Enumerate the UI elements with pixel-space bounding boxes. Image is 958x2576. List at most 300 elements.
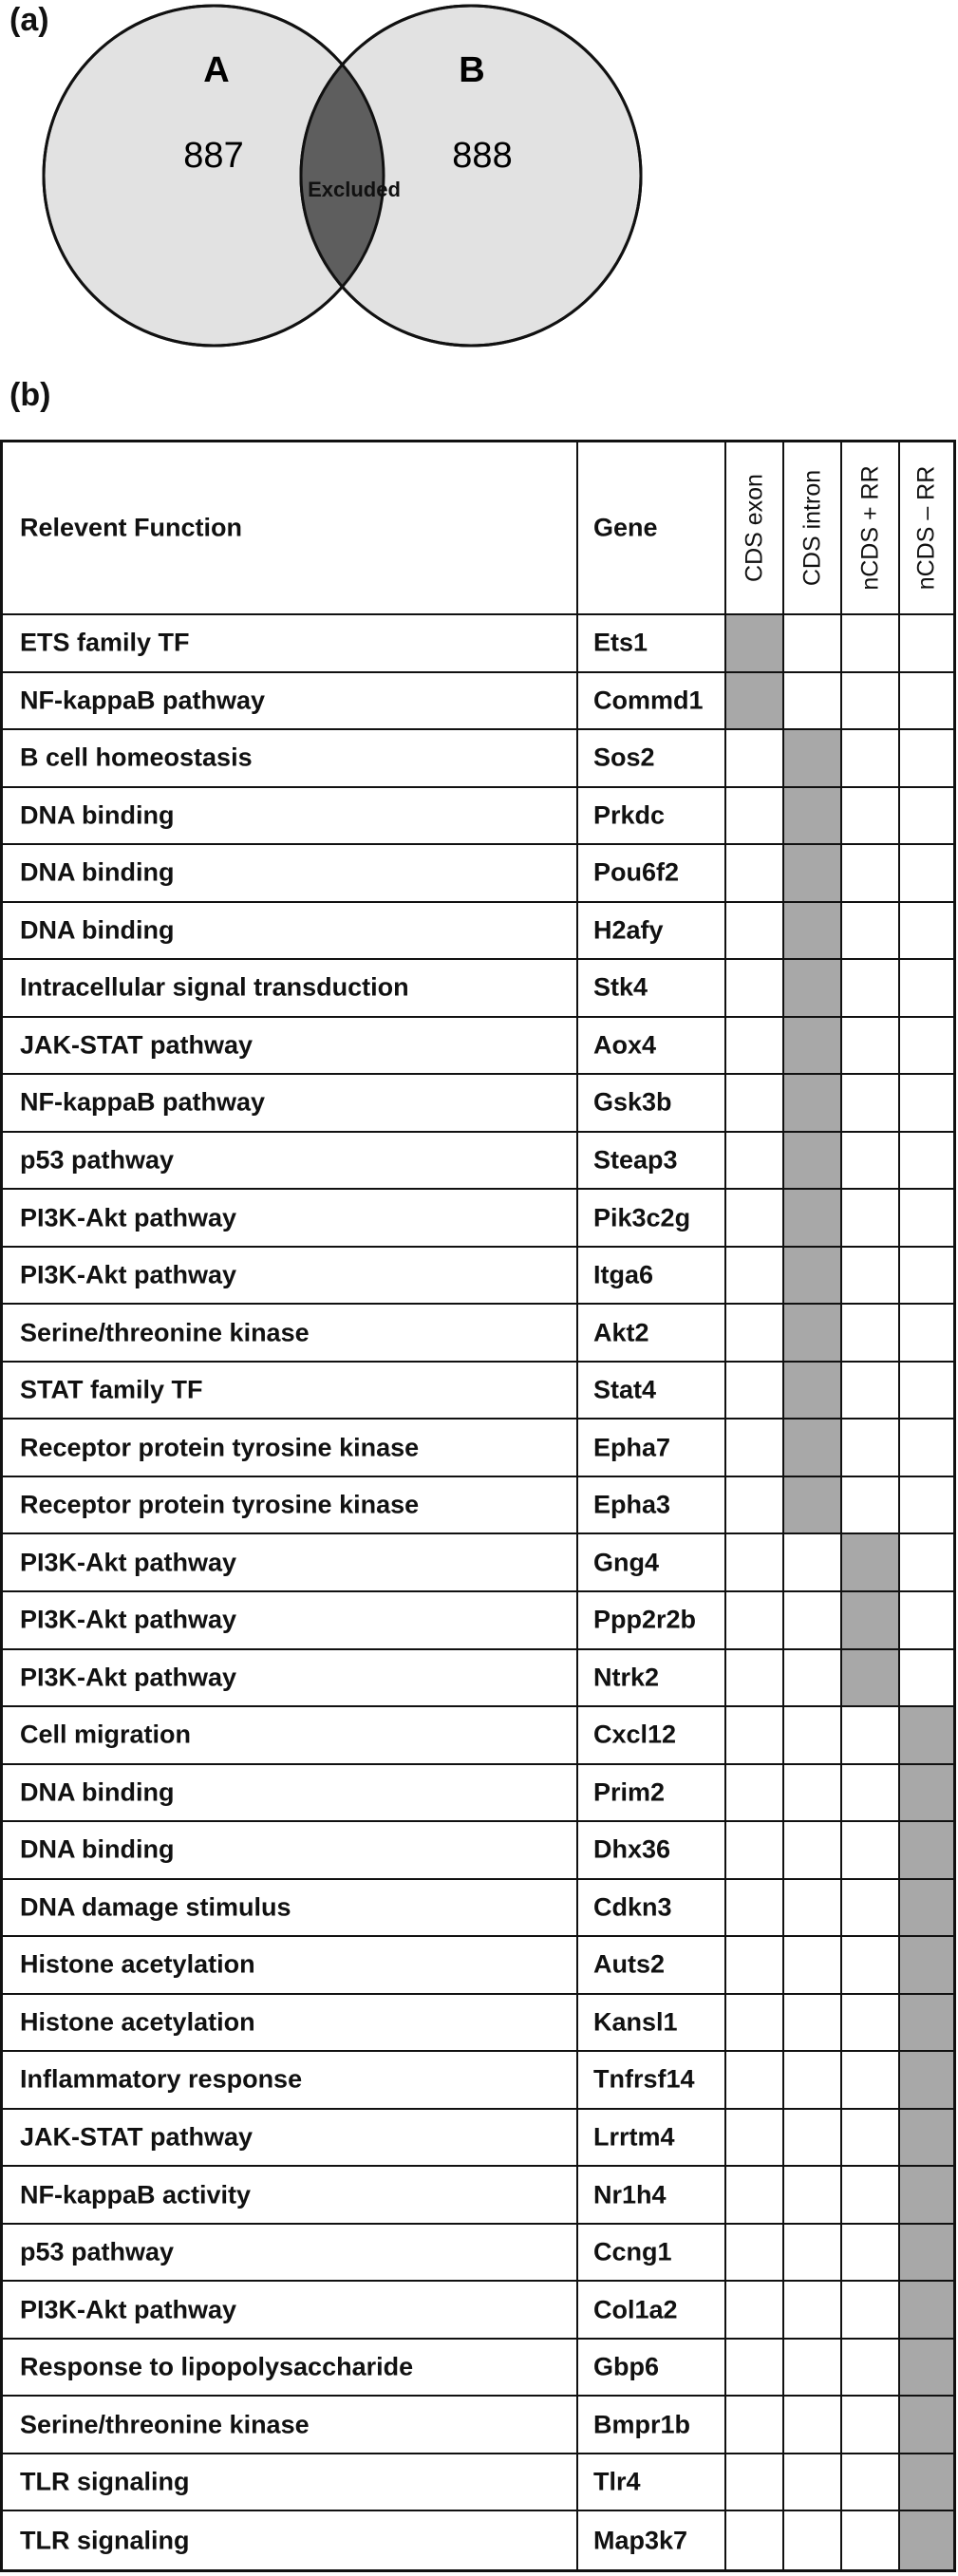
- function-text: PI3K-Akt pathway: [20, 1203, 237, 1232]
- function-text: B cell homeostasis: [20, 743, 253, 772]
- function-text: JAK-STAT pathway: [20, 2122, 254, 2152]
- gene-text: Itga6: [593, 1260, 654, 1289]
- gene-text: Gbp6: [593, 2352, 660, 2381]
- function-text: Serine/threonine kinase: [20, 2410, 310, 2439]
- table-row: [3, 1534, 953, 1592]
- category-marker-empty: [726, 1650, 784, 1706]
- category-marker-empty: [726, 1133, 784, 1189]
- table-row: [3, 2052, 953, 2110]
- category-marker-empty: [784, 673, 842, 729]
- gene-cell: [578, 1822, 726, 1878]
- category-marker-empty: [726, 960, 784, 1016]
- gene-cell: [578, 730, 726, 786]
- function-cell: [3, 845, 578, 901]
- category-marker-empty: [842, 2454, 900, 2510]
- function-cell: [3, 1592, 578, 1648]
- function-cell: [3, 1018, 578, 1074]
- category-marker-empty: [784, 1765, 842, 1821]
- function-cell: [3, 673, 578, 729]
- function-text: PI3K-Akt pathway: [20, 2295, 237, 2324]
- gene-cell: [578, 2282, 726, 2338]
- category-marker-empty: [900, 1420, 953, 1476]
- function-cell: [3, 2454, 578, 2510]
- category-marker-empty: [784, 2225, 842, 2281]
- function-cell: [3, 1248, 578, 1304]
- function-cell: [3, 1707, 578, 1763]
- category-marker-empty: [726, 1248, 784, 1304]
- category-marker-empty: [900, 1534, 953, 1590]
- category-marker-empty: [784, 1880, 842, 1936]
- category-marker-filled: [784, 1363, 842, 1419]
- category-marker-empty: [726, 2282, 784, 2338]
- gene-text: Ets1: [593, 628, 648, 657]
- function-text: NF-kappaB activity: [20, 2180, 252, 2209]
- function-text: JAK-STAT pathway: [20, 1030, 254, 1060]
- function-cell: [3, 960, 578, 1016]
- function-cell: [3, 2282, 578, 2338]
- category-marker-empty: [900, 615, 953, 671]
- category-marker-empty: [842, 2397, 900, 2453]
- header-function-label: Relevent Function: [20, 513, 243, 542]
- gene-text: Dhx36: [593, 1834, 671, 1864]
- table-row: [3, 2511, 953, 2569]
- category-marker-empty: [842, 1133, 900, 1189]
- category-marker-empty: [726, 1018, 784, 1074]
- header-gene-label: Gene: [593, 513, 658, 542]
- function-text: NF-kappaB pathway: [20, 686, 266, 715]
- function-text: Serine/threonine kinase: [20, 1318, 310, 1347]
- gene-cell: [578, 845, 726, 901]
- gene-cell: [578, 1650, 726, 1706]
- gene-cell: [578, 1018, 726, 1074]
- gene-table: [0, 440, 956, 2572]
- gene-cell: [578, 2167, 726, 2223]
- gene-cell: [578, 2454, 726, 2510]
- category-marker-empty: [842, 1707, 900, 1763]
- header-cds-intron: [784, 442, 842, 613]
- gene-cell: [578, 2110, 726, 2166]
- function-cell: [3, 730, 578, 786]
- gene-text: Ppp2r2b: [593, 1605, 697, 1634]
- gene-cell: [578, 1420, 726, 1476]
- category-marker-empty: [726, 1075, 784, 1131]
- function-cell: [3, 2225, 578, 2281]
- table-row: [3, 1592, 953, 1650]
- category-marker-filled: [900, 1995, 953, 2051]
- category-marker-filled: [784, 788, 842, 844]
- function-cell: [3, 1477, 578, 1533]
- table-row: [3, 1133, 953, 1191]
- table-row: [3, 1190, 953, 1248]
- gene-text: Commd1: [593, 686, 704, 715]
- gene-text: Prkdc: [593, 800, 666, 830]
- gene-text: Lrrtm4: [593, 2122, 675, 2152]
- category-marker-empty: [900, 1305, 953, 1361]
- category-marker-empty: [726, 2167, 784, 2223]
- function-text: PI3K-Akt pathway: [20, 1605, 237, 1634]
- set-b-label: B: [459, 50, 485, 90]
- table-row: [3, 1075, 953, 1133]
- gene-text: Steap3: [593, 1145, 678, 1175]
- function-text: NF-kappaB pathway: [20, 1087, 266, 1117]
- gene-text: Pou6f2: [593, 857, 680, 887]
- category-marker-empty: [784, 2397, 842, 2453]
- table-row: [3, 788, 953, 846]
- category-marker-empty: [842, 1075, 900, 1131]
- category-marker-empty: [784, 1650, 842, 1706]
- gene-text: Akt2: [593, 1318, 649, 1347]
- category-marker-filled: [842, 1592, 900, 1648]
- function-cell: [3, 1937, 578, 1993]
- function-cell: [3, 788, 578, 844]
- category-marker-empty: [842, 1190, 900, 1246]
- gene-text: Bmpr1b: [593, 2410, 691, 2439]
- gene-cell: [578, 2511, 726, 2569]
- gene-text: Pik3c2g: [593, 1203, 691, 1232]
- category-marker-empty: [784, 2340, 842, 2396]
- table-row: [3, 1765, 953, 1823]
- gene-text: Nr1h4: [593, 2180, 667, 2209]
- category-marker-filled: [784, 1133, 842, 1189]
- gene-cell: [578, 1075, 726, 1131]
- function-text: ETS family TF: [20, 628, 190, 657]
- table-row: [3, 2397, 953, 2454]
- header-ncds-minus-rr-label: nCDS – RR: [912, 465, 940, 591]
- category-marker-empty: [726, 788, 784, 844]
- category-marker-empty: [784, 2511, 842, 2569]
- category-marker-empty: [842, 1248, 900, 1304]
- table-row: [3, 1248, 953, 1306]
- header-ncds-plus-rr: [842, 442, 900, 613]
- table-row: [3, 2225, 953, 2283]
- category-marker-empty: [726, 2225, 784, 2281]
- category-marker-empty: [784, 1822, 842, 1878]
- gene-text: Epha3: [593, 1490, 671, 1519]
- function-text: Histone acetylation: [20, 2007, 255, 2037]
- function-cell: [3, 1880, 578, 1936]
- function-text: Receptor protein tyrosine kinase: [20, 1490, 420, 1519]
- function-cell: [3, 2340, 578, 2396]
- function-cell: [3, 1363, 578, 1419]
- gene-text: Ccng1: [593, 2237, 672, 2266]
- function-cell: [3, 2167, 578, 2223]
- category-marker-empty: [900, 1248, 953, 1304]
- category-marker-empty: [900, 1477, 953, 1533]
- category-marker-empty: [784, 1707, 842, 1763]
- category-marker-empty: [784, 1937, 842, 1993]
- category-marker-empty: [726, 1420, 784, 1476]
- category-marker-filled: [900, 2454, 953, 2510]
- category-marker-empty: [842, 845, 900, 901]
- category-marker-filled: [900, 2110, 953, 2166]
- function-text: Receptor protein tyrosine kinase: [20, 1433, 420, 1462]
- category-marker-filled: [784, 1190, 842, 1246]
- table-header-row: [3, 442, 953, 615]
- category-marker-empty: [726, 1592, 784, 1648]
- category-marker-filled: [842, 1534, 900, 1590]
- gene-text: Map3k7: [593, 2526, 688, 2555]
- header-ncds-minus-rr: [900, 442, 953, 613]
- function-text: DNA damage stimulus: [20, 1892, 291, 1922]
- function-cell: [3, 1534, 578, 1590]
- category-marker-empty: [726, 2397, 784, 2453]
- category-marker-empty: [842, 730, 900, 786]
- category-marker-empty: [900, 1075, 953, 1131]
- category-marker-empty: [784, 2167, 842, 2223]
- gene-text: Epha7: [593, 1433, 671, 1462]
- category-marker-empty: [726, 1190, 784, 1246]
- header-cds-intron-label: CDS intron: [798, 469, 825, 587]
- category-marker-empty: [842, 2340, 900, 2396]
- category-marker-empty: [784, 2282, 842, 2338]
- table-row: [3, 730, 953, 788]
- table-row: [3, 1995, 953, 2053]
- category-marker-empty: [842, 2052, 900, 2108]
- category-marker-filled: [784, 1305, 842, 1361]
- category-marker-empty: [900, 673, 953, 729]
- set-a-label: A: [203, 50, 230, 90]
- set-b-count: 888: [452, 136, 513, 176]
- category-marker-filled: [900, 1765, 953, 1821]
- category-marker-empty: [900, 960, 953, 1016]
- category-marker-filled: [900, 1707, 953, 1763]
- gene-cell: [578, 1477, 726, 1533]
- function-text: STAT family TF: [20, 1375, 203, 1404]
- table-row: [3, 1707, 953, 1765]
- category-marker-filled: [726, 673, 784, 729]
- function-cell: [3, 1995, 578, 2051]
- table-row: [3, 1305, 953, 1363]
- function-cell: [3, 1765, 578, 1821]
- function-text: TLR signaling: [20, 2526, 190, 2555]
- function-text: Intracellular signal transduction: [20, 972, 409, 1002]
- panel-a-label: (a): [9, 2, 49, 38]
- category-marker-empty: [900, 903, 953, 959]
- category-marker-empty: [842, 673, 900, 729]
- category-marker-filled: [900, 2167, 953, 2223]
- category-marker-empty: [726, 1534, 784, 1590]
- category-marker-empty: [726, 1765, 784, 1821]
- category-marker-empty: [726, 1937, 784, 1993]
- category-marker-empty: [784, 1995, 842, 2051]
- category-marker-filled: [900, 1822, 953, 1878]
- category-marker-filled: [900, 2225, 953, 2281]
- gene-text: Auts2: [593, 1949, 666, 1979]
- table-row: [3, 1822, 953, 1880]
- gene-text: H2afy: [593, 915, 664, 945]
- table-row: [3, 1477, 953, 1535]
- function-cell: [3, 1420, 578, 1476]
- category-marker-filled: [784, 1075, 842, 1131]
- table-row: [3, 1363, 953, 1420]
- gene-cell: [578, 2052, 726, 2108]
- gene-cell: [578, 1707, 726, 1763]
- table-row: [3, 960, 953, 1018]
- category-marker-empty: [842, 2167, 900, 2223]
- category-marker-empty: [900, 788, 953, 844]
- category-marker-empty: [726, 1995, 784, 2051]
- category-marker-filled: [900, 1937, 953, 1993]
- function-cell: [3, 903, 578, 959]
- function-text: Cell migration: [20, 1720, 192, 1749]
- category-marker-empty: [900, 730, 953, 786]
- category-marker-empty: [842, 788, 900, 844]
- category-marker-empty: [726, 845, 784, 901]
- gene-cell: [578, 1995, 726, 2051]
- function-cell: [3, 1133, 578, 1189]
- category-marker-filled: [784, 960, 842, 1016]
- function-cell: [3, 1650, 578, 1706]
- category-marker-empty: [900, 1650, 953, 1706]
- category-marker-filled: [784, 1248, 842, 1304]
- gene-cell: [578, 1880, 726, 1936]
- category-marker-filled: [900, 1880, 953, 1936]
- category-marker-empty: [726, 730, 784, 786]
- category-marker-filled: [784, 1420, 842, 1476]
- set-a-count: 887: [183, 136, 244, 176]
- category-marker-empty: [842, 1420, 900, 1476]
- category-marker-empty: [842, 1305, 900, 1361]
- gene-cell: [578, 1133, 726, 1189]
- gene-cell: [578, 903, 726, 959]
- function-cell: [3, 2397, 578, 2453]
- category-marker-filled: [900, 2340, 953, 2396]
- table-row: [3, 1018, 953, 1076]
- function-text: DNA binding: [20, 1834, 175, 1864]
- category-marker-empty: [784, 1534, 842, 1590]
- category-marker-empty: [784, 1592, 842, 1648]
- category-marker-filled: [784, 845, 842, 901]
- gene-cell: [578, 1190, 726, 1246]
- gene-cell: [578, 1305, 726, 1361]
- gene-text: Gsk3b: [593, 1087, 672, 1117]
- function-text: PI3K-Akt pathway: [20, 1548, 237, 1577]
- table-row: [3, 1650, 953, 1708]
- gene-text: Stat4: [593, 1375, 657, 1404]
- category-marker-empty: [842, 1363, 900, 1419]
- table-row: [3, 2340, 953, 2397]
- category-marker-empty: [900, 1592, 953, 1648]
- table-row: [3, 2454, 953, 2512]
- function-text: p53 pathway: [20, 2237, 175, 2266]
- category-marker-empty: [784, 615, 842, 671]
- category-marker-empty: [842, 2282, 900, 2338]
- category-marker-empty: [900, 1018, 953, 1074]
- table-row: [3, 903, 953, 961]
- table-row: [3, 2282, 953, 2340]
- table-row: [3, 1880, 953, 1938]
- category-marker-empty: [784, 2052, 842, 2108]
- function-cell: [3, 1305, 578, 1361]
- function-text: Inflammatory response: [20, 2064, 303, 2094]
- gene-cell: [578, 1534, 726, 1590]
- category-marker-empty: [726, 2052, 784, 2108]
- table-row: [3, 845, 953, 903]
- table-row: [3, 615, 953, 673]
- category-marker-filled: [900, 2052, 953, 2108]
- category-marker-empty: [784, 2110, 842, 2166]
- category-marker-filled: [784, 1018, 842, 1074]
- category-marker-empty: [726, 903, 784, 959]
- category-marker-empty: [842, 1937, 900, 1993]
- gene-text: Aox4: [593, 1030, 657, 1060]
- category-marker-empty: [726, 2340, 784, 2396]
- gene-cell: [578, 2397, 726, 2453]
- category-marker-empty: [842, 1018, 900, 1074]
- gene-text: Tnfrsf14: [593, 2064, 695, 2094]
- category-marker-empty: [726, 2511, 784, 2569]
- gene-cell: [578, 1592, 726, 1648]
- gene-cell: [578, 2225, 726, 2281]
- category-marker-empty: [900, 1190, 953, 1246]
- gene-text: Col1a2: [593, 2295, 678, 2324]
- venn-diagram: [0, 0, 958, 380]
- panel-b-label: (b): [9, 377, 51, 413]
- category-marker-empty: [842, 960, 900, 1016]
- header-ncds-plus-rr-label: nCDS + RR: [856, 465, 883, 591]
- gene-cell: [578, 615, 726, 671]
- function-cell: [3, 2052, 578, 2108]
- function-text: p53 pathway: [20, 1145, 175, 1175]
- category-marker-empty: [726, 2110, 784, 2166]
- function-cell: [3, 1190, 578, 1246]
- function-text: Histone acetylation: [20, 1949, 255, 1979]
- gene-cell: [578, 673, 726, 729]
- category-marker-filled: [726, 615, 784, 671]
- function-cell: [3, 1075, 578, 1131]
- category-marker-empty: [726, 1880, 784, 1936]
- category-marker-empty: [842, 903, 900, 959]
- category-marker-filled: [784, 730, 842, 786]
- function-cell: [3, 2511, 578, 2569]
- gene-cell: [578, 960, 726, 1016]
- category-marker-empty: [726, 1305, 784, 1361]
- category-marker-empty: [726, 1363, 784, 1419]
- category-marker-empty: [726, 1477, 784, 1533]
- function-text: DNA binding: [20, 857, 175, 887]
- gene-text: Cdkn3: [593, 1892, 672, 1922]
- gene-text: Prim2: [593, 1777, 666, 1807]
- header-cds-exon: [726, 442, 784, 613]
- gene-text: Kansl1: [593, 2007, 678, 2037]
- intersection-label: Excluded: [308, 178, 401, 201]
- gene-text: Gng4: [593, 1548, 660, 1577]
- category-marker-empty: [842, 2511, 900, 2569]
- function-text: Response to lipopolysaccharide: [20, 2352, 414, 2381]
- category-marker-empty: [900, 1363, 953, 1419]
- category-marker-empty: [842, 1995, 900, 2051]
- header-cds-exon-label: CDS exon: [741, 474, 767, 582]
- category-marker-empty: [842, 1765, 900, 1821]
- function-text: PI3K-Akt pathway: [20, 1663, 237, 1692]
- category-marker-filled: [900, 2282, 953, 2338]
- header-function: [3, 442, 578, 613]
- gene-text: Cxcl12: [593, 1720, 677, 1749]
- gene-text: Sos2: [593, 743, 655, 772]
- header-gene: [578, 442, 726, 613]
- table-row: [3, 673, 953, 731]
- gene-text: Stk4: [593, 972, 648, 1002]
- gene-cell: [578, 1248, 726, 1304]
- function-cell: [3, 615, 578, 671]
- function-cell: [3, 1822, 578, 1878]
- gene-cell: [578, 1937, 726, 1993]
- gene-cell: [578, 2340, 726, 2396]
- category-marker-filled: [842, 1650, 900, 1706]
- category-marker-filled: [784, 903, 842, 959]
- category-marker-empty: [784, 2454, 842, 2510]
- function-text: DNA binding: [20, 915, 175, 945]
